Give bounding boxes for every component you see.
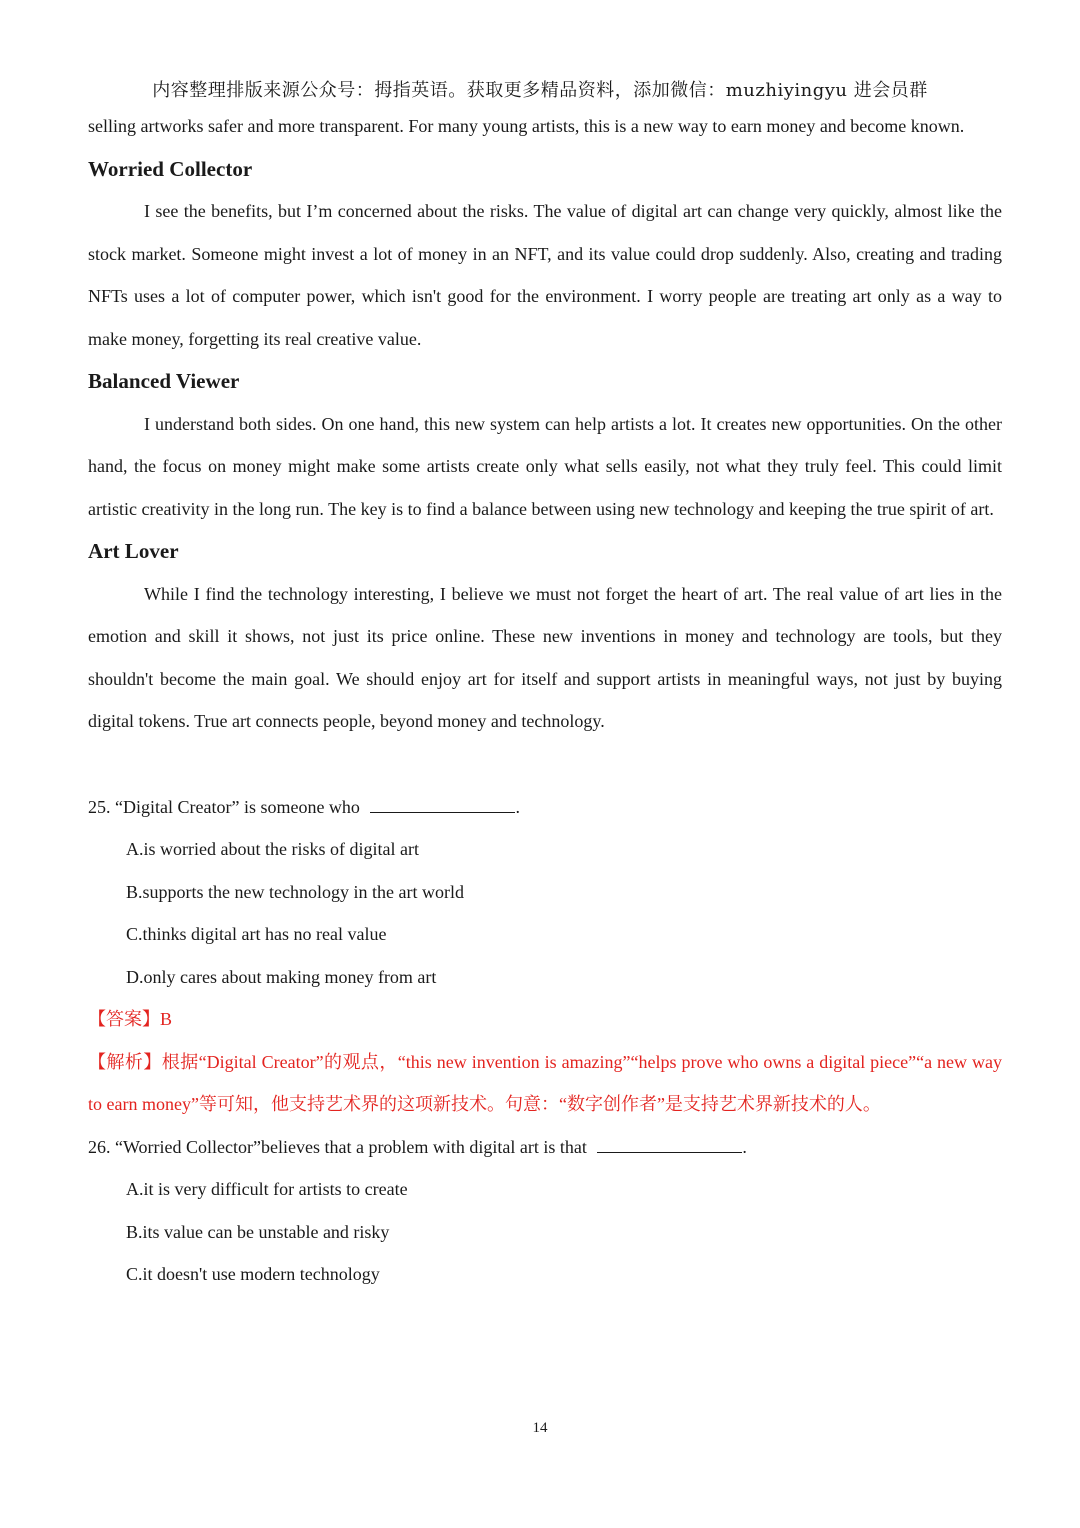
question-26-option-b: B.its value can be unstable and risky xyxy=(126,1221,390,1242)
speaker-paragraph-worried-collector: I see the benefits, but I’m concerned about the risks. The value of digital art can change very quickly, almost like the stock market. Someone might invest a lot of money in an NFT, and its value could drop suddenly. Also, creating and trading NFTs uses a lot of computer power, which isn't good for the environment. I worry people are treating art only as a way to make money, forgetting its real creative value. xyxy=(88,201,1002,349)
question-stem-end: . xyxy=(742,1136,747,1157)
speaker-paragraph-balanced-viewer: I understand both sides. On one hand, this new system can help artists a lot. It creates new opportunities. On the other hand, the focus on money might make some artists create only what sells easily, not what they truly feel. This could limit artistic creativity in the long run. The key is to find a balance between using new technology and keeping the true spirit of art. xyxy=(88,413,1002,519)
question-stem-end: . xyxy=(515,796,520,817)
page-number: 14 xyxy=(532,1420,548,1436)
question-25-option-a: A.is worried about the risks of digital art xyxy=(126,839,419,859)
question-26-option-c: C.it doesn't use modern technology xyxy=(126,1264,380,1284)
document-body xyxy=(88,105,1002,1296)
question-25-stem xyxy=(88,786,1002,829)
answer-blank xyxy=(597,1136,742,1153)
speaker-heading-art-lover: Art Lover xyxy=(88,539,179,563)
question-25-option-c: C.thinks digital art has no real value xyxy=(126,924,387,944)
question-25-analysis: 【解析】根据“Digital Creator”的观点，“this new invention is amazing”“helps prove who owns a digital piece”“a new way to earn money”等可知，他支持艺术界的这项新技术。句意：“数字创作者”是支持艺术界新技术的人。 xyxy=(88,1051,1002,1114)
speaker-heading-balanced-viewer: Balanced Viewer xyxy=(88,369,240,393)
question-26-option-a: A.it is very difficult for artists to create xyxy=(126,1179,408,1199)
page-header: 内容整理排版来源公众号：拇指英语。获取更多精品资料，添加微信：muzhiyingyu 进会员群 xyxy=(152,80,928,101)
section-spacer xyxy=(88,743,1002,786)
answer-blank xyxy=(370,796,515,813)
passage-continuation: selling artworks safer and more transparent. For many young artists, this is a new way to earn money and become known. xyxy=(88,116,965,136)
speaker-heading-worried-collector: Worried Collector xyxy=(88,156,253,181)
question-25-answer: 【答案】B xyxy=(88,1009,173,1029)
speaker-paragraph-art-lover: While I find the technology interesting, I believe we must not forget the heart of art. The real value of art lies in the emotion and skill it shows, not just its price online. These new inventions in money and technology are tools, but they shouldn't become the main goal. We should enjoy art for itself and support artists in meaningful ways, not just by buying digital tokens. True art connects people, beyond money and technology. xyxy=(88,583,1002,731)
question-25-option-d: D.only cares about making money from art xyxy=(126,966,437,987)
question-26-stem xyxy=(88,1126,1002,1169)
question-stem-text: 25. “Digital Creator” is someone who xyxy=(88,796,365,817)
question-25-option-b: B.supports the new technology in the art world xyxy=(126,881,464,902)
question-stem-text: 26. “Worried Collector”believes that a problem with digital art is that xyxy=(88,1136,592,1157)
